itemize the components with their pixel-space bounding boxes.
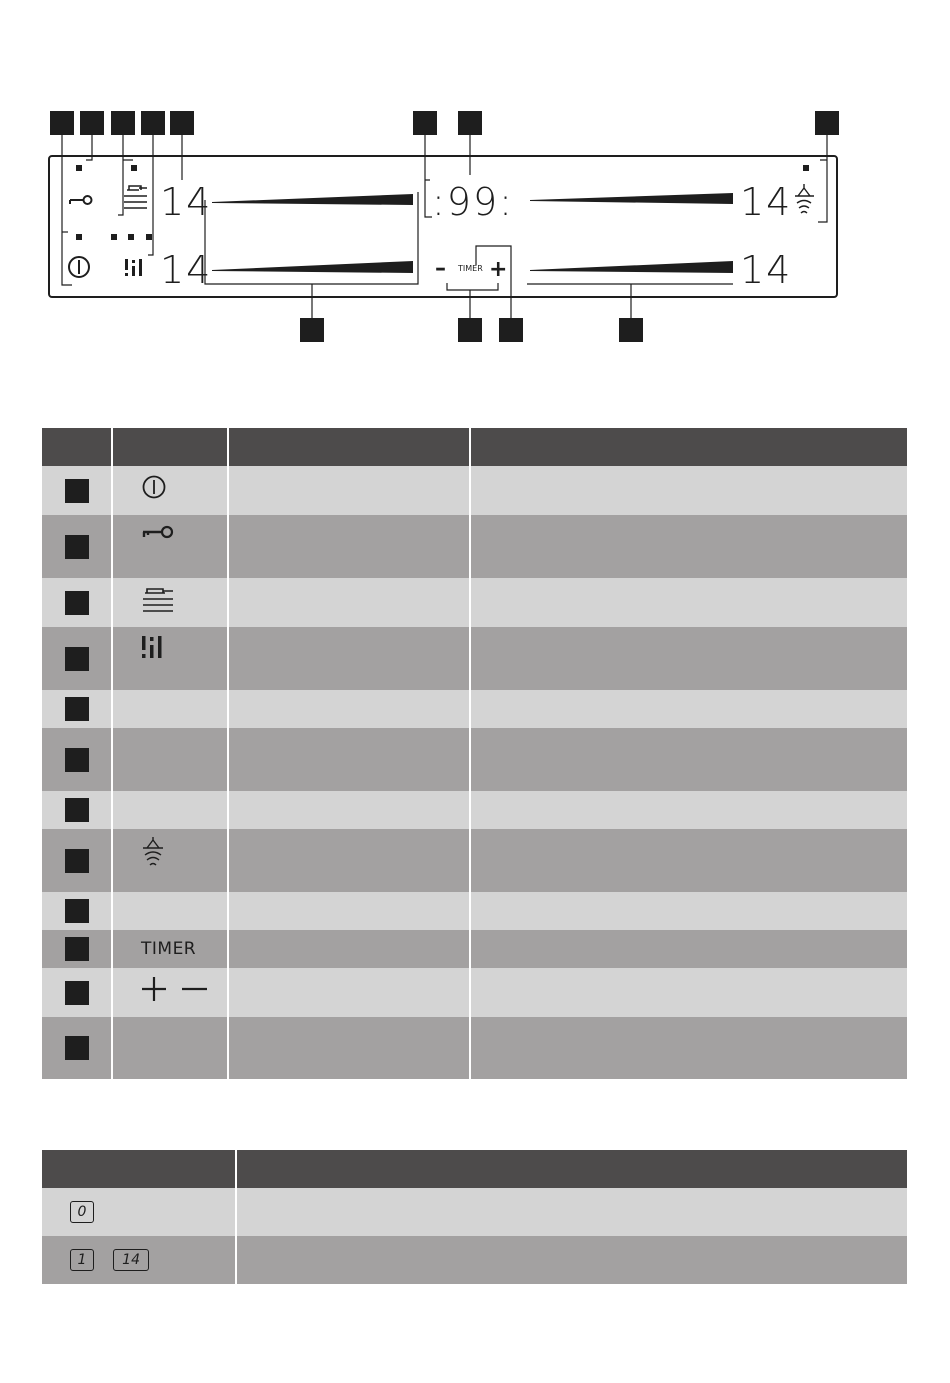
timer-display: :99: [432, 180, 514, 224]
header-function [228, 428, 470, 466]
callout-3 [111, 111, 135, 135]
row-symbol [112, 466, 228, 515]
callout-4 [141, 111, 165, 135]
callout-5 [65, 697, 89, 721]
row-symbol [112, 728, 228, 791]
display-cell [42, 1236, 236, 1284]
header-number [42, 428, 112, 466]
control-bar-rear-right[interactable] [530, 261, 733, 273]
rear-left-zone-display: 14 [160, 248, 213, 292]
row-description [470, 791, 907, 829]
callout-9 [65, 899, 89, 923]
callout-1 [50, 111, 74, 135]
table-row [42, 578, 907, 627]
row-description [470, 466, 907, 515]
row-number [42, 1017, 112, 1079]
row-function [228, 627, 470, 690]
timer-label: TIMER [458, 264, 483, 273]
power-icon [69, 257, 89, 277]
table-row [42, 892, 907, 930]
row-number [42, 578, 112, 627]
row-description [470, 728, 907, 791]
row-description [470, 690, 907, 728]
row-function [228, 515, 470, 578]
stop-go-icon [125, 259, 142, 276]
row-symbol [112, 829, 228, 892]
row-function [228, 791, 470, 829]
row-number [42, 515, 112, 578]
row-description [470, 515, 907, 578]
row-symbol [112, 627, 228, 690]
callout-10 [458, 318, 482, 342]
rear-right-zone-display: 14 [740, 248, 793, 292]
row-symbol [112, 930, 228, 968]
callout-3 [65, 591, 89, 615]
table-row [42, 515, 907, 578]
key-lock-icon [70, 196, 92, 204]
table-header-row [42, 428, 907, 466]
row-function [228, 829, 470, 892]
row-symbol [112, 892, 228, 930]
pot-indicator-icon [124, 186, 147, 208]
timer-symbol-text: TIMER [141, 939, 197, 959]
callout-12 [619, 318, 643, 342]
row-description [470, 968, 907, 1017]
row-function [228, 466, 470, 515]
row-function [228, 930, 470, 968]
stop-go-icon [141, 635, 167, 661]
row-description [470, 892, 907, 930]
callout-5 [170, 111, 194, 135]
table-row [42, 690, 907, 728]
callout-12 [65, 1036, 89, 1060]
table-row [42, 829, 907, 892]
pot-indicator-icon [141, 586, 175, 614]
callout-2 [65, 535, 89, 559]
row-symbol [112, 791, 228, 829]
header-description [236, 1150, 907, 1188]
table-row [42, 466, 907, 515]
row-description [470, 578, 907, 627]
callout-8 [815, 111, 839, 135]
header-description [470, 428, 907, 466]
power-icon [141, 474, 167, 500]
row-description [236, 1236, 907, 1284]
table-row [42, 1236, 907, 1284]
front-right-zone-display: 14 [740, 180, 793, 224]
timer-plus-button[interactable]: + [489, 257, 508, 282]
display-digit-box: 0 [70, 1201, 94, 1223]
table-row [42, 968, 907, 1017]
callout-9 [300, 318, 324, 342]
row-number [42, 728, 112, 791]
callout-7 [458, 111, 482, 135]
row-description [470, 829, 907, 892]
control-bar-rear-left[interactable] [212, 261, 413, 273]
callout-6 [65, 748, 89, 772]
header-symbol [112, 428, 228, 466]
table-row [42, 930, 907, 968]
hob-hood-icon [141, 837, 165, 867]
row-number [42, 466, 112, 515]
control-panel-diagram [0, 0, 950, 380]
callout-2 [80, 111, 104, 135]
row-number [42, 690, 112, 728]
row-number [42, 627, 112, 690]
row-function [228, 690, 470, 728]
key-lock-icon [141, 523, 175, 543]
row-number [42, 968, 112, 1017]
row-symbol [112, 690, 228, 728]
display-cell [42, 1188, 236, 1236]
display-digit-box: 14 [113, 1249, 149, 1271]
table-row [42, 1188, 907, 1236]
header-display [42, 1150, 236, 1188]
row-number [42, 892, 112, 930]
callout-markers-bottom [300, 318, 643, 342]
table-row [42, 1017, 907, 1079]
row-function [228, 578, 470, 627]
row-function [228, 728, 470, 791]
row-symbol [112, 515, 228, 578]
row-number [42, 829, 112, 892]
table-header-row [42, 1150, 907, 1188]
row-symbol [112, 578, 228, 627]
row-function [228, 1017, 470, 1079]
plus-minus-icon [141, 976, 211, 1002]
display-digit-box: 1 [70, 1249, 94, 1271]
row-description [470, 1017, 907, 1079]
row-description [236, 1188, 907, 1236]
callout-1 [65, 479, 89, 503]
table-row [42, 627, 907, 690]
control-bar-front-right[interactable] [530, 193, 733, 204]
row-number [42, 930, 112, 968]
timer-minus-button[interactable]: – [435, 256, 446, 281]
table-row [42, 728, 907, 791]
callout-4 [65, 647, 89, 671]
row-description [470, 930, 907, 968]
callout-6 [413, 111, 437, 135]
display-table [42, 1150, 907, 1284]
control-bar-front-left[interactable] [212, 194, 413, 205]
row-function [228, 968, 470, 1017]
hob-hood-icon [795, 184, 814, 213]
callout-11 [65, 981, 89, 1005]
table-row [42, 791, 907, 829]
callout-markers-top [50, 111, 839, 135]
callout-11 [499, 318, 523, 342]
callout-10 [65, 937, 89, 961]
row-description [470, 627, 907, 690]
front-left-zone-display: 14 [160, 180, 213, 224]
row-symbol [112, 968, 228, 1017]
callout-7 [65, 798, 89, 822]
row-symbol [112, 1017, 228, 1079]
controls-table [42, 428, 907, 1079]
row-function [228, 892, 470, 930]
row-number [42, 791, 112, 829]
callout-8 [65, 849, 89, 873]
